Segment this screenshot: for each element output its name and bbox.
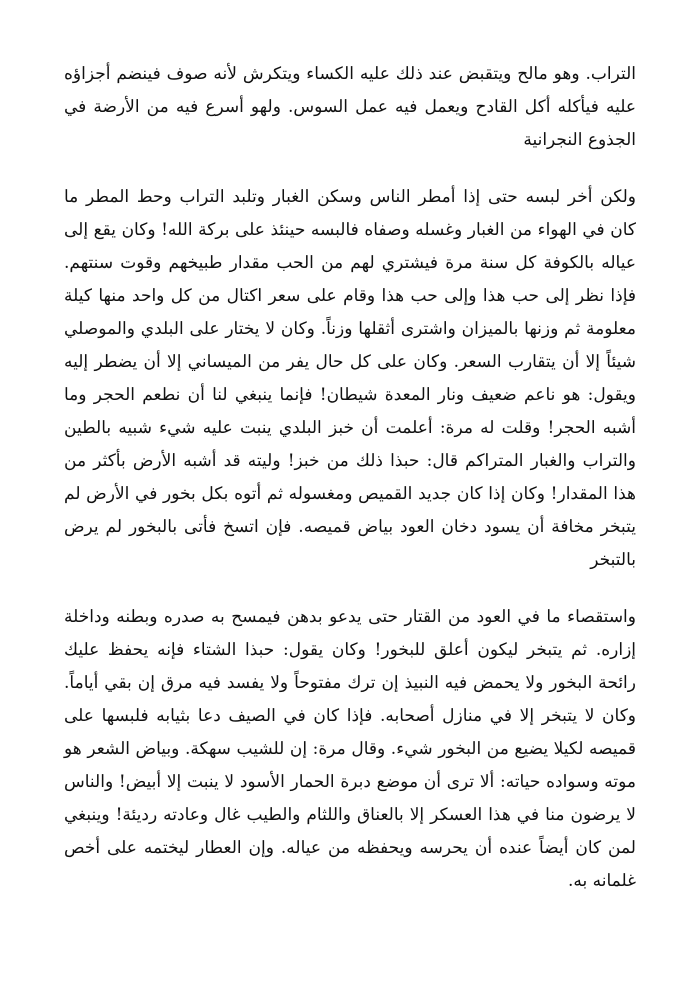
document-page xyxy=(64,58,636,898)
paragraph-3: واستقصاء ما في العود من القتار حتى يدعو بدهن فيمسح به صدره وبطنه وداخلة إزاره. ثم يتبخر ليكون أعلق للبخور! وكان يقول: حبذا الشتاء فإنه يحفظ عليك رائحة البخور ولا يحمض فيه النبيذ إن ترك مفتوحاً ولا يفسد فيه مرق إن بقي أياماً. وكان لا يتبخر إلا في منازل أصحابه. فإذا كان في الصيف دعا بثيابه فلبسها على قميصه لكيلا يضيع من البخور شيء. وقال مرة: إن للشيب سهكة. وبياض الشعر هو موته وسواده حياته: ألا ترى أن موضع دبرة الحمار الأسود لا ينبت إلا أبيض! والناس لا يرضون منا في هذا العسكر إلا بالعناق واللثام والطيب غال وعادته رديئة! وينبغي لمن كان أيضاً عنده أن يحرسه ويحفظه من عياله. وإن العطار ليختمه على أخص غلمانه به. xyxy=(64,607,636,891)
paragraph-1: التراب. وهو مالح ويتقبض عند ذلك عليه الكساء ويتكرش لأنه صوف فينضم أجزاؤه عليه فيأكله أكل القادح ويعمل فيه عمل السوس. ولهو أسرع فيه من الأرضة في الجذوع النجرانية xyxy=(64,64,636,150)
paragraph-2: ولكن أخر لبسه حتى إذا أمطر الناس وسكن الغبار وتلبد التراب وحط المطر ما كان في الهواء من الغبار وغسله وصفاه فالبسه حينئذ على بركة الله! وكان يقع إلى عياله بالكوفة كل سنة مرة فيشتري لهم من الحب مقدار طبيخهم وقوت سنتهم. فإذا نظر إلى حب هذا وإلى حب هذا وقام على سعر اكتال من كل واحد منها كيلة معلومة ثم وزنها بالميزان واشترى أثقلها وزناً. وكان لا يختار على البلدي والموصلي شيئاً إلا أن يتقارب السعر. وكان على كل حال يفر من الميساني إلا أن يضطر إليه ويقول: هو ناعم ضعيف ونار المعدة شيطان! فإنما ينبغي لنا أن نطعم الحجر وما أشبه الحجر! وقلت له مرة: أعلمت أن خبز البلدي ينبت عليه شيء شبيه بالطين والتراب والغبار المتراكم قال: حبذا ذلك من خبز! وليته قد أشبه الأرض بأكثر من هذا المقدار! وكان إذا كان جديد القميص ومغسوله ثم أتوه بكل بخور في الأرض لم يتبخر مخافة أن يسود دخان العود بياض قميصه. فإن اتسخ فأتى بالبخور لم يرض بالتبخر xyxy=(64,187,636,570)
